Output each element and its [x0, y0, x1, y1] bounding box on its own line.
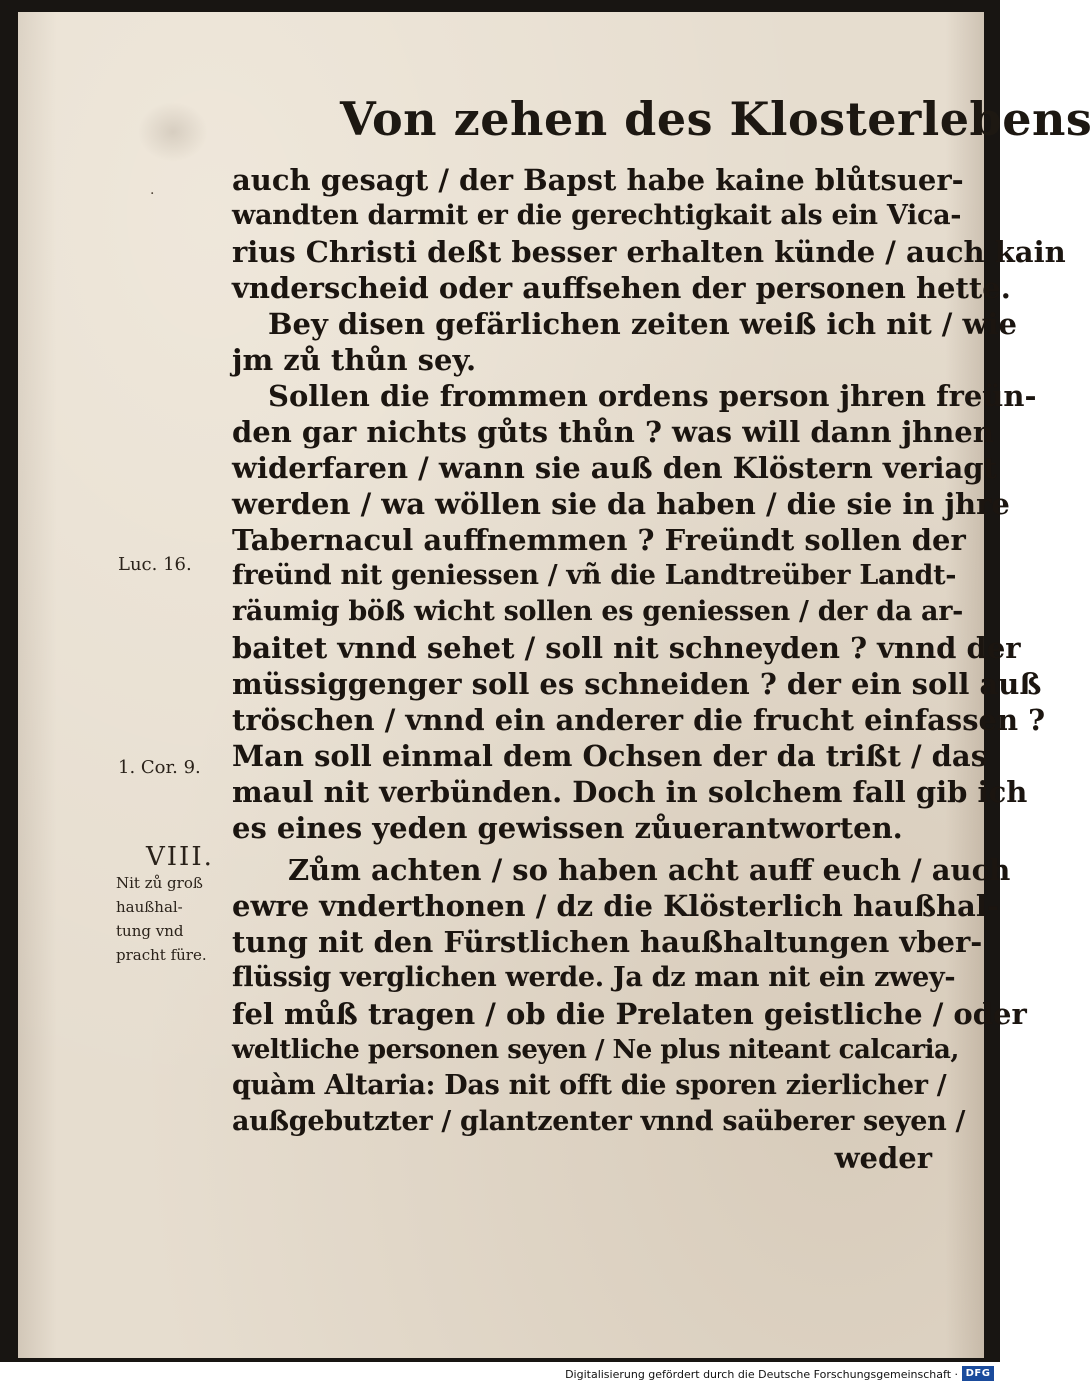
text-line: baitet vnnd sehet / soll nit schneyden ? vnnd der [232, 631, 1021, 665]
funding-credit: Digitalisierung gefördert durch die Deutsche Forschungsgemeinschaft · [565, 1368, 958, 1381]
text-line: räumig böß wicht sollen es geniessen / der da ar- [232, 596, 964, 627]
text-line: flüssig verglichen werde. Ja dz man nit ein zwey- [232, 962, 956, 993]
text-line: Man soll einmal dem Ochsen der da trißt / das [232, 739, 988, 773]
margin-note-heading-line: haußhal- [116, 898, 183, 916]
text-line: außgebutzter / glantzenter vnnd saüberer seyen / [232, 1106, 966, 1137]
text-line: rius Christi deßt besser erhalten künde / auch kain [232, 235, 1066, 269]
margin-note-luc: Luc. 16. [118, 554, 192, 575]
text-line: jm zů thůn sey. [232, 343, 477, 377]
text-line: freünd nit geniessen / vñ die Landtreüber Landt- [232, 560, 957, 591]
text-line: werden / wa wöllen sie da haben / die sie in jhre [232, 487, 1010, 521]
text-line: es eines yeden gewissen zůuerantworten. [232, 811, 903, 845]
text-line: fel můß tragen / ob die Prelaten geistliche / oder [232, 997, 1027, 1031]
text-line: ewre vnderthonen / dz die Klösterlich haußhal- [232, 889, 999, 923]
catchword: weder [834, 1141, 932, 1175]
section-number: VIII. [146, 842, 214, 872]
text-line: Tabernacul auffnemmen ? Freündt sollen der [232, 523, 966, 557]
text-line: Bey disen gefärlichen zeiten weiß ich nit / wie [268, 307, 1017, 341]
text-line: vnderscheid oder auffsehen der personen hette. [232, 271, 1011, 305]
running-title: Von zehen des Klosterlebens [340, 92, 1092, 146]
text-line: den gar nichts gůts thůn ? was will dann jhnen [232, 415, 994, 449]
margin-note-heading-line: pracht füre. [116, 946, 207, 964]
margin-note-heading-line: Nit zů groß [116, 874, 203, 892]
text-line: widerfaren / wann sie auß den Klöstern veriagt [232, 451, 997, 485]
text-line: weltliche personen seyen / Ne plus niteant calcaria, [232, 1035, 959, 1065]
margin-note-heading-line: tung vnd [116, 922, 184, 940]
text-line: Sollen die frommen ordens person jhren freün- [268, 379, 1037, 413]
text-line: tröschen / vnnd ein anderer die frucht einfassen ? [232, 703, 1046, 737]
text-line: wandten darmit er die gerechtigkait als ein Vica- [232, 200, 962, 231]
margin-mark: · [150, 186, 155, 202]
text-line: auch gesagt / der Bapst habe kaine blůtsuer- [232, 163, 964, 197]
text-line: maul nit verbünden. Doch in solchem fall gib ich [232, 775, 1028, 809]
footer-bar [0, 1362, 1000, 1386]
margin-note-cor: 1. Cor. 9. [118, 757, 201, 778]
text-line: tung nit den Fürstlichen haußhaltungen vber- [232, 925, 983, 959]
dfg-logo: DFG [962, 1366, 994, 1381]
text-line: Zům achten / so haben acht auff euch / auch [288, 853, 1011, 887]
ink-bleed-stain [138, 102, 208, 162]
text-line: quàm Altaria: Das nit offt die sporen zierlicher / [232, 1070, 947, 1101]
text-line: müssiggenger soll es schneiden ? der ein soll auß [232, 667, 1042, 701]
